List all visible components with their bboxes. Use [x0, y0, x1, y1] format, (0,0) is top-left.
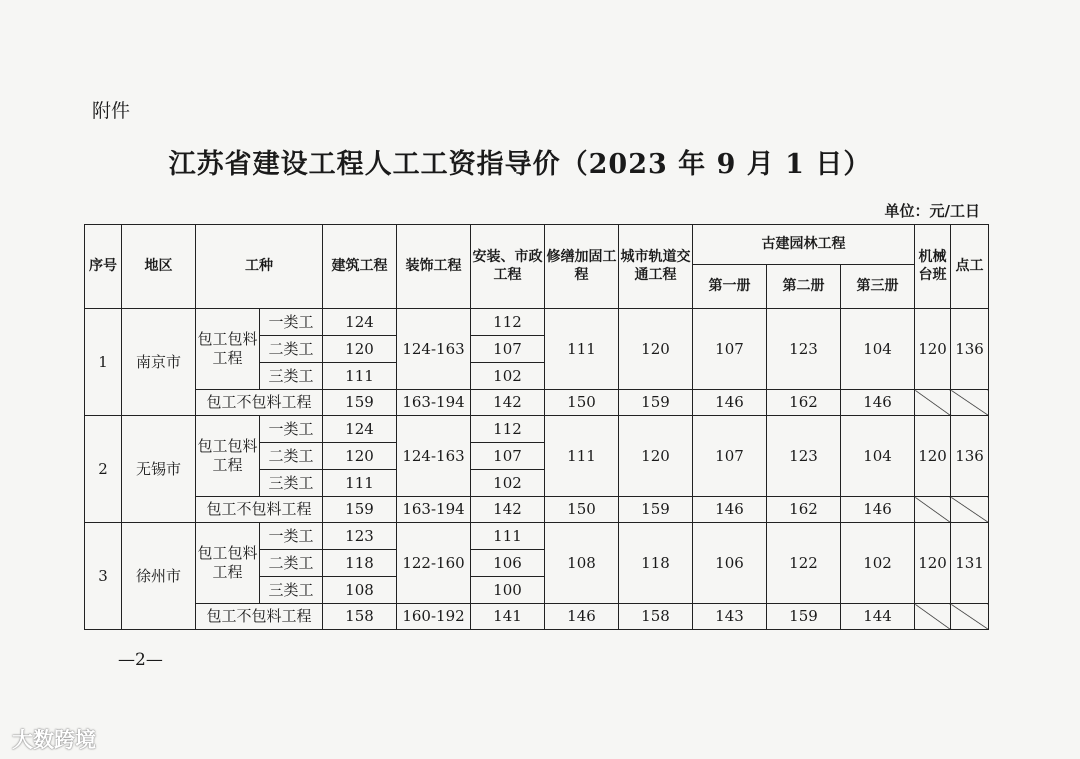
nm-decoration-value: 160-192 — [397, 604, 471, 630]
rail-value: 120 — [619, 309, 693, 390]
install-value: 106 — [471, 550, 545, 577]
nm-garden-vol-1-value: 146 — [693, 497, 767, 523]
install-value: 102 — [471, 363, 545, 390]
install-value: 107 — [471, 443, 545, 470]
nm-rail-value: 159 — [619, 497, 693, 523]
garden-vol-1-value: 106 — [693, 523, 767, 604]
not-applicable-cell — [951, 497, 989, 523]
building-value: 120 — [323, 443, 397, 470]
region-block-wuxi — [85, 416, 989, 523]
class-label: 三类工 — [260, 363, 323, 390]
nm-building-value: 158 — [323, 604, 397, 630]
garden-vol-1-value: 107 — [693, 416, 767, 497]
rail-value: 120 — [619, 416, 693, 497]
header-rows — [85, 225, 989, 309]
nm-building-value: 159 — [323, 390, 397, 416]
building-value: 111 — [323, 470, 397, 497]
building-value: 123 — [323, 523, 397, 550]
seq-cell: 1 — [85, 309, 122, 416]
install-value: 102 — [471, 470, 545, 497]
not-applicable-cell — [951, 604, 989, 630]
seq-cell: 3 — [85, 523, 122, 630]
rail-value: 118 — [619, 523, 693, 604]
header-decoration: 装饰工程 — [397, 225, 471, 309]
header-rail: 城市轨道交通工程 — [619, 225, 693, 309]
decoration-value: 122-160 — [397, 523, 471, 604]
unit-note: 单位：元/工日 — [884, 202, 980, 220]
building-value: 118 — [323, 550, 397, 577]
garden-vol-3-value: 104 — [841, 309, 915, 390]
nm-garden-vol-1-value: 143 — [693, 604, 767, 630]
header-garden-group: 古建园林工程 — [693, 225, 915, 265]
header-building: 建筑工程 — [323, 225, 397, 309]
nm-garden-vol-1-value: 146 — [693, 390, 767, 416]
region-cell: 徐州市 — [122, 523, 196, 630]
class-label: 二类工 — [260, 336, 323, 363]
class-label: 三类工 — [260, 577, 323, 604]
nm-repair-value: 150 — [545, 497, 619, 523]
header-install: 安装、市政工程 — [471, 225, 545, 309]
contract-material-label: 包工包料工程 — [196, 416, 260, 497]
header-work-type: 工种 — [196, 225, 323, 309]
region-cell: 南京市 — [122, 309, 196, 416]
watermark-text: 大数跨境 — [12, 728, 96, 752]
class-label: 一类工 — [260, 309, 323, 336]
wage-table — [84, 224, 989, 630]
garden-vol-2-value: 123 — [767, 309, 841, 390]
nm-install-value: 142 — [471, 497, 545, 523]
region-cell: 无锡市 — [122, 416, 196, 523]
repair-value: 108 — [545, 523, 619, 604]
garden-vol-3-value: 102 — [841, 523, 915, 604]
machine-value: 120 — [915, 416, 951, 497]
seq-cell: 2 — [85, 416, 122, 523]
not-applicable-cell — [915, 497, 951, 523]
nm-rail-value: 158 — [619, 604, 693, 630]
class-label: 一类工 — [260, 416, 323, 443]
nm-decoration-value: 163-194 — [397, 497, 471, 523]
class-label: 二类工 — [260, 443, 323, 470]
repair-value: 111 — [545, 309, 619, 390]
nm-install-value: 141 — [471, 604, 545, 630]
point-work-value: 136 — [951, 416, 989, 497]
building-value: 108 — [323, 577, 397, 604]
nm-garden-vol-3-value: 146 — [841, 390, 915, 416]
install-value: 112 — [471, 309, 545, 336]
contract-no-material-label: 包工不包料工程 — [196, 497, 323, 523]
document-title: 江苏省建设工程人工工资指导价（2023 年 9 月 1 日） — [168, 149, 872, 180]
building-value: 120 — [323, 336, 397, 363]
nm-repair-value: 146 — [545, 604, 619, 630]
building-value: 124 — [323, 309, 397, 336]
garden-vol-1-value: 107 — [693, 309, 767, 390]
class-label: 三类工 — [260, 470, 323, 497]
contract-material-label: 包工包料工程 — [196, 523, 260, 604]
nm-decoration-value: 163-194 — [397, 390, 471, 416]
point-work-value: 131 — [951, 523, 989, 604]
header-garden-vol-1: 第一册 — [693, 265, 767, 309]
nm-garden-vol-3-value: 146 — [841, 497, 915, 523]
building-value: 124 — [323, 416, 397, 443]
machine-value: 120 — [915, 523, 951, 604]
garden-vol-2-value: 123 — [767, 416, 841, 497]
garden-vol-3-value: 104 — [841, 416, 915, 497]
nm-garden-vol-2-value: 159 — [767, 604, 841, 630]
nm-repair-value: 150 — [545, 390, 619, 416]
header-region: 地区 — [122, 225, 196, 309]
header-garden-vol-3: 第三册 — [841, 265, 915, 309]
region-block-xuzhou — [85, 523, 989, 630]
not-applicable-cell — [915, 390, 951, 416]
header-garden-vol-2: 第二册 — [767, 265, 841, 309]
nm-rail-value: 159 — [619, 390, 693, 416]
contract-no-material-label: 包工不包料工程 — [196, 604, 323, 630]
nm-garden-vol-2-value: 162 — [767, 390, 841, 416]
region-block-nanjing — [85, 309, 989, 416]
not-applicable-cell — [915, 604, 951, 630]
install-value: 111 — [471, 523, 545, 550]
nm-building-value: 159 — [323, 497, 397, 523]
nm-garden-vol-2-value: 162 — [767, 497, 841, 523]
point-work-value: 136 — [951, 309, 989, 390]
page-number: —2— — [118, 650, 163, 670]
attachment-label: 附件 — [92, 100, 131, 122]
install-value: 107 — [471, 336, 545, 363]
header-machine: 机械台班 — [915, 225, 951, 309]
install-value: 112 — [471, 416, 545, 443]
nm-garden-vol-3-value: 144 — [841, 604, 915, 630]
contract-no-material-label: 包工不包料工程 — [196, 390, 323, 416]
install-value: 100 — [471, 577, 545, 604]
machine-value: 120 — [915, 309, 951, 390]
nm-install-value: 142 — [471, 390, 545, 416]
decoration-value: 124-163 — [397, 309, 471, 390]
building-value: 111 — [323, 363, 397, 390]
header-point-work: 点工 — [951, 225, 989, 309]
repair-value: 111 — [545, 416, 619, 497]
class-label: 二类工 — [260, 550, 323, 577]
header-repair: 修缮加固工程 — [545, 225, 619, 309]
not-applicable-cell — [951, 390, 989, 416]
class-label: 一类工 — [260, 523, 323, 550]
watermark-logo — [12, 724, 96, 754]
decoration-value: 124-163 — [397, 416, 471, 497]
header-seq: 序号 — [85, 225, 122, 309]
contract-material-label: 包工包料工程 — [196, 309, 260, 390]
garden-vol-2-value: 122 — [767, 523, 841, 604]
